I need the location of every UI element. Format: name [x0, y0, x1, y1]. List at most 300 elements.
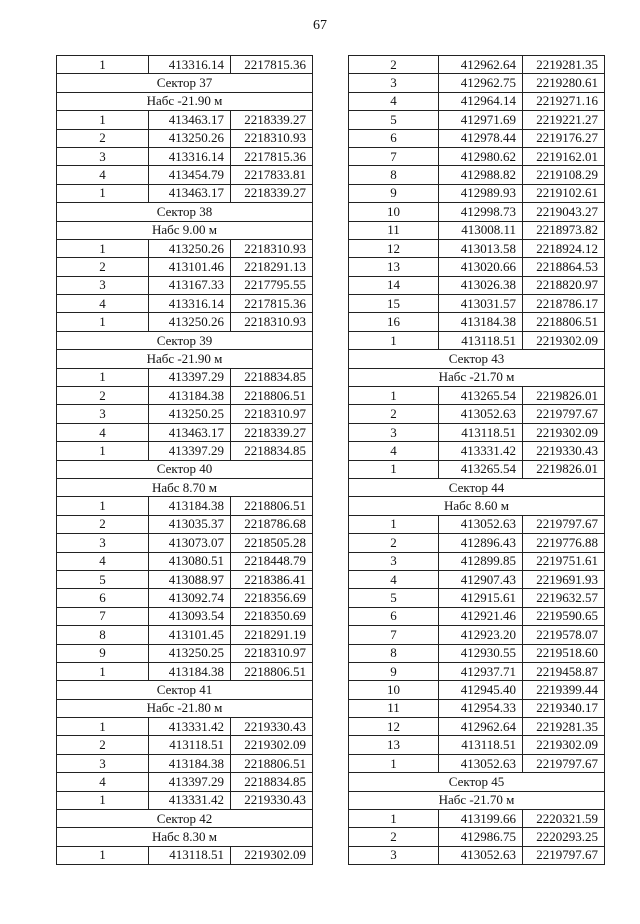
point-number: 6	[349, 129, 439, 147]
table-row	[57, 626, 313, 644]
y-coordinate: 2217833.81	[231, 166, 313, 184]
x-coordinate: 413013.58	[439, 239, 523, 257]
y-coordinate: 2219330.43	[523, 442, 605, 460]
point-number: 1	[349, 515, 439, 533]
table-row	[57, 846, 313, 864]
y-coordinate: 2219691.93	[523, 570, 605, 588]
table-row	[57, 662, 313, 680]
point-number: 13	[349, 258, 439, 276]
point-number: 15	[349, 295, 439, 313]
x-coordinate: 413118.51	[439, 423, 523, 441]
point-number: 13	[349, 736, 439, 754]
table-row	[57, 754, 313, 772]
y-coordinate: 2218356.69	[231, 589, 313, 607]
point-number: 4	[57, 773, 149, 791]
table-row	[349, 754, 605, 772]
x-coordinate: 412945.40	[439, 681, 523, 699]
sector-header-row	[349, 497, 605, 515]
table-row	[349, 736, 605, 754]
sector-header-row	[57, 74, 313, 92]
point-number: 9	[57, 644, 149, 662]
point-number: 3	[349, 423, 439, 441]
point-number: 1	[57, 846, 149, 864]
sector-header: Сектор 38	[57, 203, 313, 221]
coordinates-table-left-body	[57, 56, 313, 865]
x-coordinate: 413073.07	[149, 534, 231, 552]
table-row	[57, 644, 313, 662]
x-coordinate: 413250.25	[149, 644, 231, 662]
y-coordinate: 2219102.61	[523, 184, 605, 202]
sector-header: Сектор 40	[57, 460, 313, 478]
table-row	[349, 111, 605, 129]
point-number: 2	[57, 258, 149, 276]
point-number: 3	[57, 534, 149, 552]
point-number: 6	[57, 589, 149, 607]
sector-header: Сектор 39	[57, 331, 313, 349]
y-coordinate: 2219176.27	[523, 129, 605, 147]
point-number: 1	[57, 184, 149, 202]
table-row	[57, 387, 313, 405]
y-coordinate: 2218973.82	[523, 221, 605, 239]
point-number: 4	[349, 92, 439, 110]
sector-header-row	[349, 368, 605, 386]
point-number: 4	[349, 442, 439, 460]
point-number: 5	[57, 570, 149, 588]
x-coordinate: 413316.14	[149, 147, 231, 165]
point-number: 7	[349, 626, 439, 644]
point-number: 1	[349, 331, 439, 349]
point-number: 3	[349, 74, 439, 92]
table-row	[57, 405, 313, 423]
point-number: 2	[57, 129, 149, 147]
point-number: 1	[57, 313, 149, 331]
x-coordinate: 412978.44	[439, 129, 523, 147]
x-coordinate: 413020.66	[439, 258, 523, 276]
y-coordinate: 2219776.88	[523, 534, 605, 552]
sector-header-row	[349, 791, 605, 809]
sector-header-row	[57, 350, 313, 368]
y-coordinate: 2219797.67	[523, 515, 605, 533]
point-number: 1	[57, 111, 149, 129]
table-row	[349, 203, 605, 221]
y-coordinate: 2219281.35	[523, 56, 605, 74]
y-coordinate: 2218786.68	[231, 515, 313, 533]
x-coordinate: 413250.26	[149, 239, 231, 257]
point-number: 3	[349, 552, 439, 570]
table-row	[349, 331, 605, 349]
y-coordinate: 2218350.69	[231, 607, 313, 625]
sector-header: Набс -21.70 м	[349, 791, 605, 809]
table-row	[349, 699, 605, 717]
y-coordinate: 2218310.97	[231, 405, 313, 423]
point-number: 1	[349, 460, 439, 478]
sector-header-row	[349, 773, 605, 791]
table-row	[349, 810, 605, 828]
x-coordinate: 413118.51	[439, 736, 523, 754]
y-coordinate: 2219330.43	[231, 791, 313, 809]
y-coordinate: 2219826.01	[523, 387, 605, 405]
x-coordinate: 412907.43	[439, 570, 523, 588]
y-coordinate: 2218924.12	[523, 239, 605, 257]
table-row	[349, 589, 605, 607]
y-coordinate: 2219302.09	[523, 331, 605, 349]
x-coordinate: 412896.43	[439, 534, 523, 552]
table-row	[57, 258, 313, 276]
sector-header-row	[349, 350, 605, 368]
x-coordinate: 413101.46	[149, 258, 231, 276]
table-row	[349, 423, 605, 441]
y-coordinate: 2218806.51	[231, 662, 313, 680]
y-coordinate: 2219797.67	[523, 754, 605, 772]
table-row	[349, 387, 605, 405]
x-coordinate: 413080.51	[149, 552, 231, 570]
table-row	[57, 111, 313, 129]
y-coordinate: 2219578.07	[523, 626, 605, 644]
y-coordinate: 2219399.44	[523, 681, 605, 699]
table-row	[349, 607, 605, 625]
x-coordinate: 413052.63	[439, 405, 523, 423]
table-row	[57, 276, 313, 294]
table-row	[57, 552, 313, 570]
point-number: 4	[57, 423, 149, 441]
y-coordinate: 2218448.79	[231, 552, 313, 570]
x-coordinate: 413331.42	[149, 791, 231, 809]
y-coordinate: 2219302.09	[523, 736, 605, 754]
y-coordinate: 2218339.27	[231, 423, 313, 441]
x-coordinate: 413088.97	[149, 570, 231, 588]
sector-header: Набс -21.80 м	[57, 699, 313, 717]
table-row	[349, 718, 605, 736]
table-row	[57, 442, 313, 460]
table-row	[349, 147, 605, 165]
x-coordinate: 412980.62	[439, 147, 523, 165]
x-coordinate: 413397.29	[149, 442, 231, 460]
table-row	[57, 791, 313, 809]
table-row	[57, 56, 313, 74]
sector-header-row	[349, 478, 605, 496]
point-number: 2	[349, 405, 439, 423]
point-number: 12	[349, 718, 439, 736]
x-coordinate: 413118.51	[149, 846, 231, 864]
x-coordinate: 412971.69	[439, 111, 523, 129]
x-coordinate: 412964.14	[439, 92, 523, 110]
table-row	[57, 147, 313, 165]
table-row	[349, 644, 605, 662]
table-row	[349, 460, 605, 478]
x-coordinate: 413026.38	[439, 276, 523, 294]
table-row	[57, 166, 313, 184]
table-row	[57, 570, 313, 588]
point-number: 14	[349, 276, 439, 294]
x-coordinate: 413463.17	[149, 184, 231, 202]
x-coordinate: 413397.29	[149, 773, 231, 791]
point-number: 4	[349, 570, 439, 588]
sector-header: Сектор 37	[57, 74, 313, 92]
y-coordinate: 2219302.09	[523, 423, 605, 441]
x-coordinate: 413008.11	[439, 221, 523, 239]
table-row	[349, 74, 605, 92]
x-coordinate: 413331.42	[149, 718, 231, 736]
point-number: 9	[349, 662, 439, 680]
table-row	[57, 313, 313, 331]
point-number: 2	[349, 56, 439, 74]
x-coordinate: 413463.17	[149, 423, 231, 441]
y-coordinate: 2219302.09	[231, 846, 313, 864]
table-row	[349, 184, 605, 202]
y-coordinate: 2219280.61	[523, 74, 605, 92]
point-number: 5	[349, 111, 439, 129]
table-row	[57, 423, 313, 441]
table-row	[57, 368, 313, 386]
table-row	[349, 276, 605, 294]
table-row	[349, 570, 605, 588]
table-row	[57, 295, 313, 313]
x-coordinate: 413316.14	[149, 56, 231, 74]
point-number: 1	[349, 754, 439, 772]
point-number: 1	[57, 368, 149, 386]
point-number: 8	[349, 644, 439, 662]
point-number: 1	[57, 239, 149, 257]
x-coordinate: 413316.14	[149, 295, 231, 313]
table-row	[349, 129, 605, 147]
x-coordinate: 413052.63	[439, 846, 523, 864]
table-row	[349, 552, 605, 570]
sector-header-row	[57, 460, 313, 478]
y-coordinate: 2218834.85	[231, 773, 313, 791]
x-coordinate: 413184.38	[439, 313, 523, 331]
sector-header-row	[57, 203, 313, 221]
point-number: 3	[57, 276, 149, 294]
point-number: 1	[349, 810, 439, 828]
table-row	[349, 313, 605, 331]
table-row	[57, 239, 313, 257]
sector-header: Набс -21.90 м	[57, 350, 313, 368]
y-coordinate: 2219330.43	[231, 718, 313, 736]
sector-header-row	[57, 681, 313, 699]
y-coordinate: 2219162.01	[523, 147, 605, 165]
y-coordinate: 2218310.97	[231, 644, 313, 662]
table-row	[349, 405, 605, 423]
y-coordinate: 2218864.53	[523, 258, 605, 276]
sector-header-row	[57, 331, 313, 349]
point-number: 1	[57, 718, 149, 736]
x-coordinate: 412989.93	[439, 184, 523, 202]
y-coordinate: 2219281.35	[523, 718, 605, 736]
table-row	[349, 92, 605, 110]
y-coordinate: 2219043.27	[523, 203, 605, 221]
y-coordinate: 2219458.87	[523, 662, 605, 680]
table-row	[57, 534, 313, 552]
x-coordinate: 413265.54	[439, 460, 523, 478]
y-coordinate: 2218291.19	[231, 626, 313, 644]
x-coordinate: 413031.57	[439, 295, 523, 313]
x-coordinate: 412962.64	[439, 718, 523, 736]
y-coordinate: 2218806.51	[231, 497, 313, 515]
table-row	[349, 828, 605, 846]
y-coordinate: 2219221.27	[523, 111, 605, 129]
y-coordinate: 2219302.09	[231, 736, 313, 754]
table-row	[349, 221, 605, 239]
point-number: 2	[349, 534, 439, 552]
table-row	[57, 736, 313, 754]
point-number: 2	[349, 828, 439, 846]
y-coordinate: 2217815.36	[231, 295, 313, 313]
table-row	[349, 239, 605, 257]
y-coordinate: 2219108.29	[523, 166, 605, 184]
sector-header: Сектор 41	[57, 681, 313, 699]
table-row	[57, 497, 313, 515]
table-row	[349, 626, 605, 644]
table-row	[349, 295, 605, 313]
x-coordinate: 413118.51	[439, 331, 523, 349]
table-row	[57, 718, 313, 736]
y-coordinate: 2218310.93	[231, 239, 313, 257]
y-coordinate: 2219340.17	[523, 699, 605, 717]
x-coordinate: 413184.38	[149, 754, 231, 772]
table-row	[57, 607, 313, 625]
y-coordinate: 2218310.93	[231, 129, 313, 147]
point-number: 10	[349, 681, 439, 699]
sector-header-row	[57, 478, 313, 496]
table-row	[57, 773, 313, 791]
point-number: 1	[57, 791, 149, 809]
table-row	[349, 681, 605, 699]
x-coordinate: 413463.17	[149, 111, 231, 129]
y-coordinate: 2218806.51	[231, 387, 313, 405]
table-row	[349, 846, 605, 864]
y-coordinate: 2219271.16	[523, 92, 605, 110]
y-coordinate: 2218820.97	[523, 276, 605, 294]
y-coordinate: 2218339.27	[231, 111, 313, 129]
point-number: 7	[57, 607, 149, 625]
y-coordinate: 2217815.36	[231, 56, 313, 74]
point-number: 5	[349, 589, 439, 607]
sector-header: Сектор 45	[349, 773, 605, 791]
sector-header: Набс -21.90 м	[57, 92, 313, 110]
point-number: 3	[349, 846, 439, 864]
point-number: 11	[349, 221, 439, 239]
page-number: 67	[313, 18, 327, 33]
y-coordinate: 2219518.60	[523, 644, 605, 662]
sector-header: Набс 8.60 м	[349, 497, 605, 515]
sector-header: Сектор 44	[349, 478, 605, 496]
y-coordinate: 2220293.25	[523, 828, 605, 846]
table-row	[349, 258, 605, 276]
point-number: 8	[57, 626, 149, 644]
point-number: 2	[57, 387, 149, 405]
x-coordinate: 413397.29	[149, 368, 231, 386]
x-coordinate: 412921.46	[439, 607, 523, 625]
sector-header: Набс 8.30 м	[57, 828, 313, 846]
y-coordinate: 2219797.67	[523, 846, 605, 864]
table-row	[349, 166, 605, 184]
x-coordinate: 413199.66	[439, 810, 523, 828]
coordinates-table-left	[56, 55, 313, 865]
table-row	[349, 442, 605, 460]
point-number: 3	[57, 754, 149, 772]
sector-header-row	[57, 699, 313, 717]
x-coordinate: 412899.85	[439, 552, 523, 570]
y-coordinate: 2220321.59	[523, 810, 605, 828]
table-row	[349, 515, 605, 533]
x-coordinate: 413118.51	[149, 736, 231, 754]
point-number: 16	[349, 313, 439, 331]
x-coordinate: 412988.82	[439, 166, 523, 184]
point-number: 1	[349, 387, 439, 405]
x-coordinate: 413184.38	[149, 387, 231, 405]
y-coordinate: 2219632.57	[523, 589, 605, 607]
x-coordinate: 412962.75	[439, 74, 523, 92]
y-coordinate: 2218505.28	[231, 534, 313, 552]
table-row	[57, 515, 313, 533]
y-coordinate: 2218834.85	[231, 368, 313, 386]
x-coordinate: 412998.73	[439, 203, 523, 221]
point-number: 10	[349, 203, 439, 221]
sector-header: Набс -21.70 м	[349, 368, 605, 386]
point-number: 1	[57, 442, 149, 460]
point-number: 1	[57, 497, 149, 515]
point-number: 8	[349, 166, 439, 184]
point-number: 4	[57, 552, 149, 570]
y-coordinate: 2218786.17	[523, 295, 605, 313]
x-coordinate: 413035.37	[149, 515, 231, 533]
point-number: 6	[349, 607, 439, 625]
y-coordinate: 2218806.51	[231, 754, 313, 772]
x-coordinate: 413331.42	[439, 442, 523, 460]
point-number: 9	[349, 184, 439, 202]
x-coordinate: 412937.71	[439, 662, 523, 680]
coordinates-table-right-body	[349, 56, 605, 865]
table-row	[349, 534, 605, 552]
sector-header-row	[57, 221, 313, 239]
point-number: 11	[349, 699, 439, 717]
x-coordinate: 412915.61	[439, 589, 523, 607]
table-row	[57, 589, 313, 607]
x-coordinate: 412962.64	[439, 56, 523, 74]
x-coordinate: 412930.55	[439, 644, 523, 662]
y-coordinate: 2218386.41	[231, 570, 313, 588]
x-coordinate: 412986.75	[439, 828, 523, 846]
point-number: 7	[349, 147, 439, 165]
y-coordinate: 2219797.67	[523, 405, 605, 423]
y-coordinate: 2219590.65	[523, 607, 605, 625]
x-coordinate: 413250.25	[149, 405, 231, 423]
x-coordinate: 413265.54	[439, 387, 523, 405]
sector-header: Набс 8.70 м	[57, 478, 313, 496]
y-coordinate: 2218806.51	[523, 313, 605, 331]
point-number: 3	[57, 405, 149, 423]
table-row	[57, 184, 313, 202]
point-number: 12	[349, 239, 439, 257]
point-number: 1	[57, 662, 149, 680]
point-number: 4	[57, 295, 149, 313]
x-coordinate: 413184.38	[149, 662, 231, 680]
point-number: 1	[57, 56, 149, 74]
y-coordinate: 2219826.01	[523, 460, 605, 478]
x-coordinate: 412923.20	[439, 626, 523, 644]
x-coordinate: 412954.33	[439, 699, 523, 717]
y-coordinate: 2218310.93	[231, 313, 313, 331]
y-coordinate: 2218834.85	[231, 442, 313, 460]
x-coordinate: 413101.45	[149, 626, 231, 644]
y-coordinate: 2218291.13	[231, 258, 313, 276]
x-coordinate: 413052.63	[439, 754, 523, 772]
x-coordinate: 413250.26	[149, 313, 231, 331]
point-number: 4	[57, 166, 149, 184]
y-coordinate: 2217815.36	[231, 147, 313, 165]
coordinates-table-right	[348, 55, 605, 865]
table-row	[349, 662, 605, 680]
